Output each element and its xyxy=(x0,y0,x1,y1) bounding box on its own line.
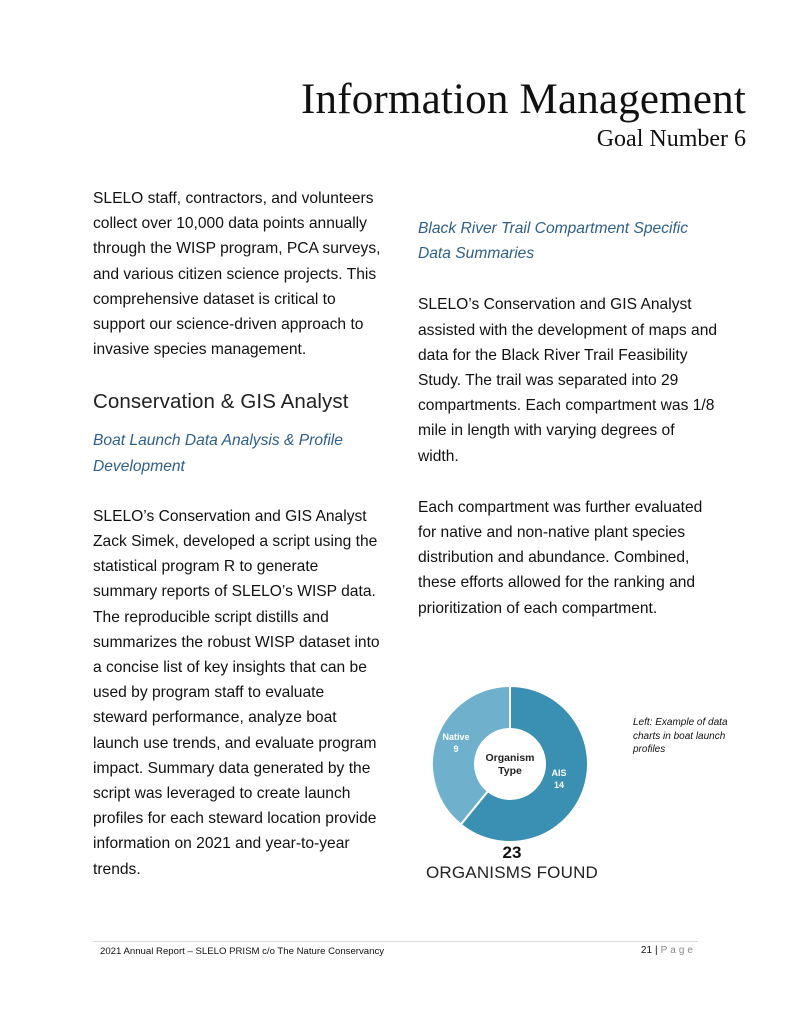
page-separator: | xyxy=(655,945,658,956)
chart-center-label-1: Organism xyxy=(485,752,535,764)
page-number: 21 xyxy=(640,945,653,956)
donut-hole xyxy=(476,730,544,798)
boat-launch-body: SLELO’s Conservation and GIS Analyst Zack Simek, developed a script using the statistical program R to generate summary reports of SLELO’s WISP data. The reproducible script distills and summarizes the robust WISP dataset into a concise list of key insights that can be used by program staff to evaluate steward performance, analyze boat launch use trends, and evaluate program impact. Summary data generated by the script was leveraged to create launch profiles for each steward location provide information on 2021 and year-to-year trends. xyxy=(93,507,380,878)
donut-svg xyxy=(425,684,595,844)
total-organisms-label: ORGANISMS FOUND xyxy=(425,863,599,882)
spacer xyxy=(93,479,383,504)
black-river-subheading: Black River Trail Compartment Specific Data Summaries xyxy=(418,220,689,263)
black-river-paragraph-2: Each compartment was further evaluated for native and non-native plant species distribution and abundance. Combined, these efforts allowed for the ranking and prioritization of each compartment. xyxy=(418,498,703,617)
footer-page-number xyxy=(641,945,696,956)
chart-total xyxy=(412,843,612,883)
native-label: Native xyxy=(442,732,470,742)
total-organisms-count: 23 xyxy=(502,843,522,862)
spacer xyxy=(418,469,718,495)
left-column xyxy=(93,186,383,882)
ais-value: 14 xyxy=(553,780,565,790)
page-subtitle: Goal Number 6 xyxy=(596,126,746,152)
page-word: Page xyxy=(660,945,696,956)
footer-divider xyxy=(93,941,698,942)
page-header xyxy=(301,74,746,153)
right-column xyxy=(418,216,718,621)
native-value: 9 xyxy=(453,744,459,754)
organism-type-donut-chart xyxy=(425,684,595,844)
black-river-paragraph-1: SLELO’s Conservation and GIS Analyst assisted with the development of maps and data for the Black River Trail Feasibility Study. The trail was separated into 29 compartments. Each compartment was 1/8 mile in length with varying degrees of width. xyxy=(418,296,718,465)
section-heading: Conservation & GIS Analyst xyxy=(93,390,349,414)
chart-caption: Left: Example of data charts in boat launch profiles xyxy=(633,717,728,755)
intro-paragraph: SLELO staff, contractors, and volunteers collect over 10,000 data points annually through the WISP program, PCA surveys, and various citizen science projects. This comprehensive dataset is critical to support our science-driven approach to invasive species management. xyxy=(93,190,381,359)
spacer xyxy=(418,266,718,292)
page-title: Information Management xyxy=(300,76,746,123)
ais-label: AIS xyxy=(551,768,567,778)
boat-launch-subheading: Boat Launch Data Analysis & Profile Development xyxy=(93,432,343,475)
chart-center-label-2: Type xyxy=(498,765,522,777)
footer-report-title: 2021 Annual Report – SLELO PRISM c/o The Nature Conservancy xyxy=(100,946,385,957)
